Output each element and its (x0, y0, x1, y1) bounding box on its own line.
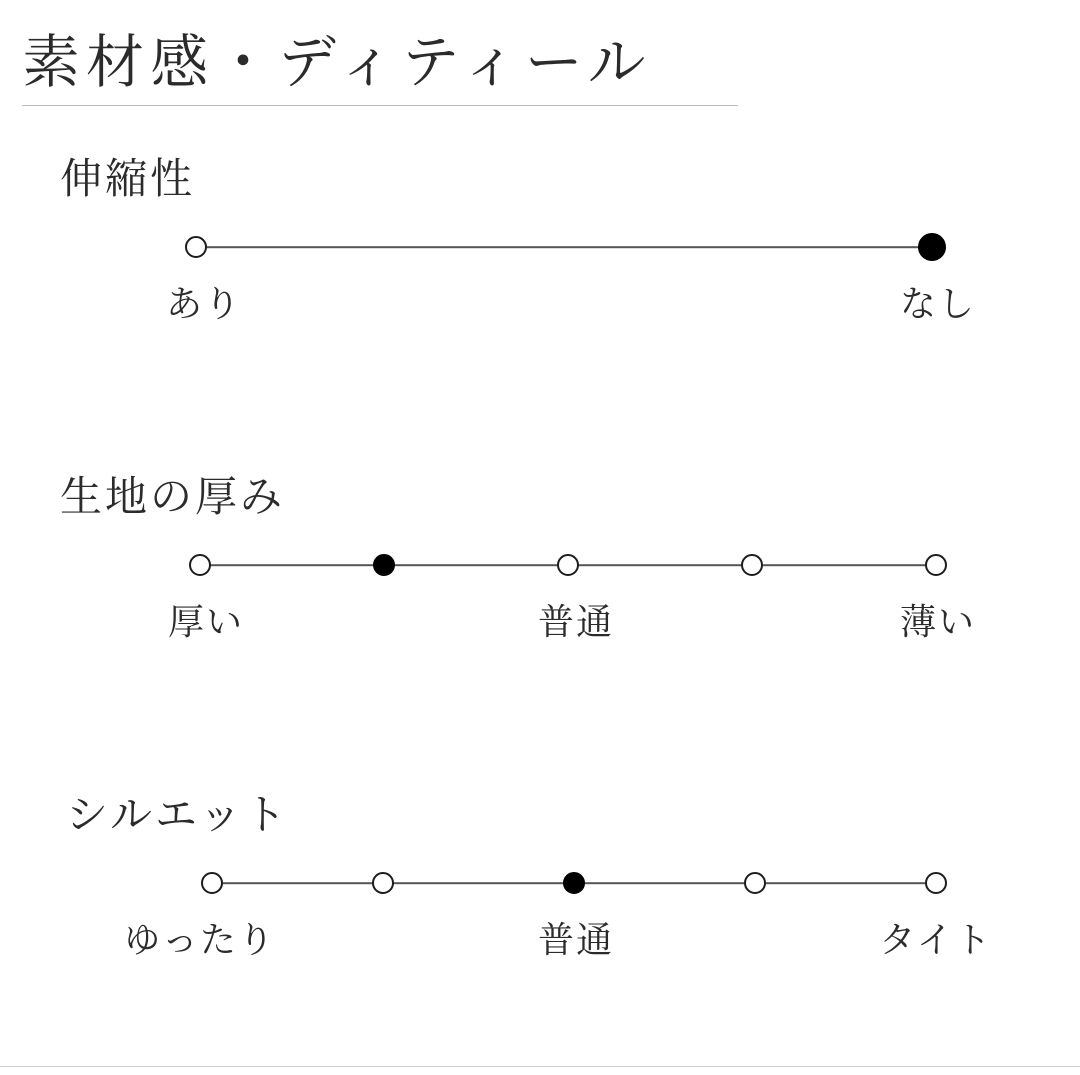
scale-dot-silhouette-4[interactable] (925, 872, 947, 894)
scale-label-thickness: 生地の厚み (60, 475, 286, 521)
tick-label-thickness-2: 薄い (899, 602, 977, 642)
tick-label-stretch-1: なし (899, 284, 977, 324)
track-line (196, 246, 932, 248)
page-title-block (22, 30, 738, 106)
scale-track-thickness (0, 542, 1080, 588)
title-divider (22, 105, 738, 106)
scale-label-silhouette: シルエット (66, 793, 290, 839)
scale-dot-thickness-4[interactable] (925, 554, 947, 576)
scale-dot-silhouette-2[interactable] (563, 872, 585, 894)
scale-dot-silhouette-0[interactable] (201, 872, 223, 894)
tick-labels-thickness (0, 594, 1080, 652)
bottom-divider (0, 1066, 1080, 1067)
scale-dot-thickness-0[interactable] (189, 554, 211, 576)
scale-dot-thickness-1[interactable] (373, 554, 395, 576)
scale-label-stretch: 伸縮性 (60, 157, 196, 203)
tick-label-silhouette-2: タイト (879, 920, 993, 960)
tick-labels-stretch (0, 276, 1080, 334)
scale-group-thickness (0, 464, 1080, 652)
scale-group-silhouette (0, 782, 1080, 970)
scale-dot-silhouette-1[interactable] (372, 872, 394, 894)
scale-dot-silhouette-3[interactable] (744, 872, 766, 894)
tick-label-stretch-0: あり (165, 284, 243, 324)
tick-label-thickness-1: 普通 (537, 602, 615, 642)
tick-label-silhouette-0: ゆったり (124, 920, 276, 960)
tick-labels-silhouette (0, 912, 1080, 970)
scale-dot-stretch-0[interactable] (185, 236, 207, 258)
scale-track-stretch (0, 224, 1080, 270)
scale-dot-thickness-3[interactable] (741, 554, 763, 576)
tick-label-thickness-0: 厚い (167, 602, 245, 642)
scale-dot-stretch-1[interactable] (918, 233, 946, 261)
scale-group-stretch (0, 146, 1080, 334)
tick-label-silhouette-1: 普通 (537, 920, 615, 960)
scale-track-silhouette (0, 860, 1080, 906)
page-title: 素材感・ディティール (22, 30, 652, 95)
scale-dot-thickness-2[interactable] (557, 554, 579, 576)
